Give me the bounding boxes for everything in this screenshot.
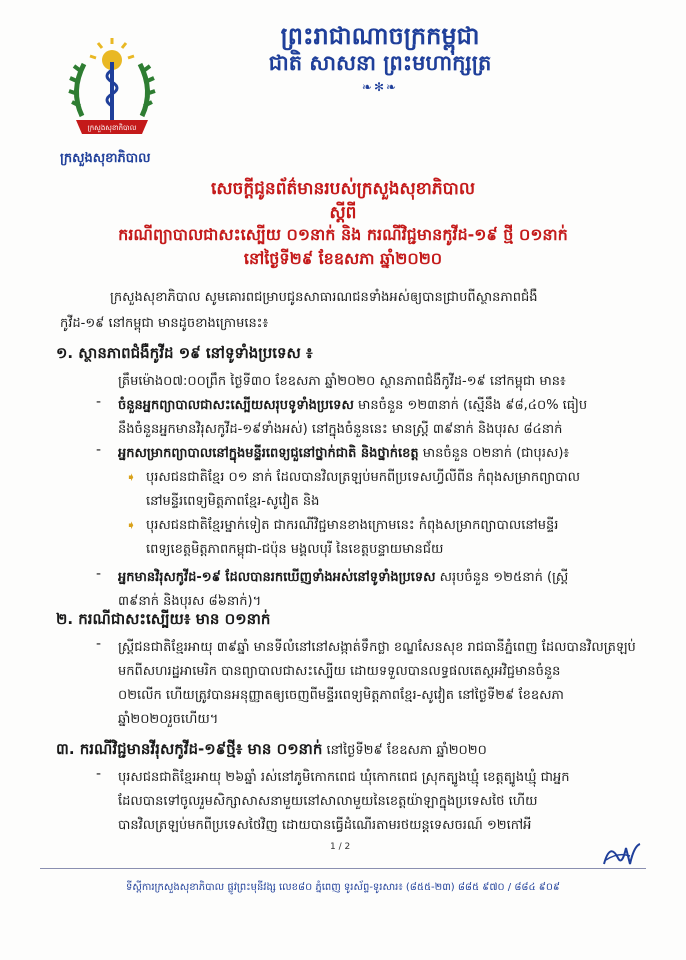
title-line-1: សេចក្តីជូនព័ត៌មានរបស់ក្រសួងសុខាភិបាល bbox=[210, 179, 476, 199]
section-3-line-1: បុរសជនជាតិខ្មែរអាយុ ២៦ឆ្នាំ រស់នៅភូមិកោកពេជ ឃុំកោកពេជ ស្រុកត្បូងឃ្មុំ ខេត្តត្បូងឃ្មុំ ជាអ្នក bbox=[118, 770, 570, 785]
section-3-line-3: បានវិលត្រឡប់មកពីប្រទេសថៃវិញ ដោយបានធ្វើដំណើរតាមរថយន្តទេសចរណ៍ ១២កៅអី bbox=[118, 818, 532, 833]
arrow-bullet-icon: ➧ bbox=[126, 518, 137, 532]
section-1-lead: ត្រឹមម៉ោង០៧:០០ព្រឹក ថ្ងៃទី៣០ ខែឧសភា ឆ្នាំ២០២០ ស្ថានភាពជំងឺកូវីដ-១៩ នៅកម្ពុជា មាន៖ bbox=[118, 374, 566, 389]
section-1-item-3-cont: ៣៩នាក់ និងបុរស ៨៦នាក់)។ bbox=[118, 594, 262, 609]
sub-item-1-line-2: នៅមន្ទីរពេទ្យមិត្តភាពខ្មែរ-សូវៀត និង bbox=[146, 494, 320, 509]
item-1-rest: មានចំនួន ១២៣នាក់ (ស្មើនឹង ៩៨,៤០% ធៀប bbox=[353, 398, 588, 413]
item-1-bold: ចំនួនអ្នកព្យាបាលជាសះស្បើយសរុបទូទាំងប្រទេស bbox=[118, 398, 354, 413]
section-2-line-1: ស្ត្រីជនជាតិខ្មែរអាយុ ៣៩ឆ្នាំ មានទីលំនៅនៅសង្កាត់ទឹកថ្លា ខណ្ឌសែនសុខ រាជធានីភ្នំពេញ ដែលបានវិលត្រឡប់ bbox=[118, 640, 636, 655]
item-3-bold: អ្នកមានវិរុសកូវីដ-១៩ ដែលបានរកឃើញទាំងអស់នៅទូទាំងប្រទេស bbox=[118, 570, 436, 585]
section-3-heading: ៣. ករណីវិជ្ជមានវីរុសកូវីដ-១៩ថ្មី៖ មាន ០១នាក់ bbox=[56, 740, 323, 758]
item-2-bold: អ្នកសម្រាកព្យាបាលនៅក្នុងមន្ទីរពេទ្យជួនៅថ្នាក់ជាតិ និងថ្នាក់ខេត្ត bbox=[118, 446, 419, 461]
dash-bullet: - bbox=[96, 636, 102, 652]
intro-line-1: ក្រសួងសុខាភិបាល សូមគោរពជម្រាបជូនសាធារណជនទាំងអស់ឲ្យបានជ្រាបពីស្ថានភាពជំងឺ bbox=[110, 290, 538, 305]
section-2-line-4: ឆ្នាំ២០២០រួចហើយ។ bbox=[118, 712, 219, 727]
section-1-item-2 bbox=[118, 442, 569, 465]
section-2-line-3: ០២លើក ហើយត្រូវបានអនុញ្ញាតឲ្យចេញពីមន្ទីរពេទ្យមិត្តភាពខ្មែរ-សូវៀត នៅថ្ងៃទី២៩ ខែឧសភា bbox=[118, 688, 564, 703]
sub-item-2-line-2: ពេទ្យខេត្តមិត្តភាពកម្ពុជា-ជប៉ុន មង្គលបុរី នៃខេត្តបន្ទាយមានជ័យ bbox=[146, 542, 444, 557]
section-2-heading: ២. ករណីជាសះស្បើយ៖ មាន ០១នាក់ bbox=[56, 610, 271, 628]
title-line-2: ស្តីពី bbox=[329, 203, 357, 223]
dash-bullet: - bbox=[96, 442, 102, 458]
section-1-item-1-cont: នឹងចំនួនអ្នកមានវិរុសកូវីដ-១៩ទាំងអស់) នៅក្នុងចំនួននេះ មានស្ត្រី ៣៩នាក់ និងបុរស ៨៤នាក់ bbox=[118, 422, 563, 437]
signature-initials bbox=[600, 838, 644, 870]
dash-bullet: - bbox=[96, 766, 102, 782]
section-3-line-2: ដែលបានទៅចូលរួមសិក្សាសាសនាមួយនៅសាលាមួយនៃខេត្តយ៉ាឡាក្នុងប្រទេសថៃ ហើយ bbox=[118, 794, 538, 809]
item-2-rest: មានចំនួន ០២នាក់ (ជាបុរស)៖ bbox=[418, 446, 570, 461]
ministry-label: ក្រសួងសុខាភិបាល bbox=[60, 151, 151, 166]
footer-divider bbox=[40, 868, 646, 869]
ministry-logo bbox=[62, 36, 162, 146]
section-2-line-2: មកពីសហរដ្ឋអាមេរិក បានព្យាបាលជាសះស្បើយ ដោយទទួលបានលទ្ធផលតេស្តអវិជ្ជមានចំនួន bbox=[118, 664, 561, 679]
dash-bullet: - bbox=[96, 394, 102, 410]
national-motto: ជាតិ សាសនា ព្រះមហាក្សត្រ bbox=[268, 51, 492, 75]
item-3-rest: សរុបចំនួន ១២៥នាក់ (ស្ត្រី bbox=[435, 570, 569, 585]
sub-item-2-line-1: បុរសជនជាតិខ្មែរម្នាក់ទៀត ជាករណីវិជ្ជមានខាងក្រោមនេះ កំពុងសម្រាកព្យាបាលនៅមន្ទីរ bbox=[146, 518, 559, 533]
section-3-date: នៅថ្ងៃទី២៩ ខែឧសភា ឆ្នាំ២០២០ bbox=[322, 743, 487, 758]
kingdom-heading: ព្រះរាជាណាចក្រកម្ពុជា bbox=[280, 22, 480, 50]
dash-bullet: - bbox=[96, 566, 102, 582]
footer-address: ទីស្តីការក្រសួងសុខាភិបាល ផ្លូវព្រះមុនីវង្ស លេខ៨០ ភ្នំពេញ ទូរស័ព្ទ-ទូរសារ៖ (៨៥៥-២៣) ៨៨៥ ៩៧០ / ៨៨៤ ៩០៩ bbox=[125, 882, 560, 893]
ornament-divider: ❧✻❧ bbox=[361, 80, 399, 94]
sub-item-1-line-1: បុរសជនជាតិខ្មែរ ០១ នាក់ ដែលបានវិលត្រឡប់មកពីប្រទេសហ្វីលីពីន កំពុងសម្រាកព្យាបាល bbox=[146, 470, 580, 485]
intro-line-2: កូវីដ-១៩ នៅកម្ពុជា មានដូចខាងក្រោមនេះ៖ bbox=[60, 316, 269, 331]
section-3-heading-row bbox=[56, 740, 487, 762]
logo-ribbon-text: ក្រសួងសុខាភិបាល bbox=[87, 124, 137, 132]
title-line-4: នៅថ្ងៃទី២៩ ខែឧសភា ឆ្នាំ២០២០ bbox=[243, 249, 443, 268]
section-1-heading: ១. ស្ថានភាពជំងឺកូវីដ ១៩ នៅទូទាំងប្រទេស ៖ bbox=[56, 344, 313, 362]
title-line-3: ករណីព្យាបាលជាសះស្បើយ ០១នាក់ និង ករណីវិជ្ជមានកូវីដ-១៩ ថ្មី ០១នាក់ bbox=[118, 225, 568, 244]
arrow-bullet-icon: ➧ bbox=[126, 470, 137, 484]
section-1-item-3 bbox=[118, 566, 568, 589]
page-number: 1 / 2 bbox=[330, 842, 351, 852]
section-1-item-1 bbox=[118, 394, 587, 417]
